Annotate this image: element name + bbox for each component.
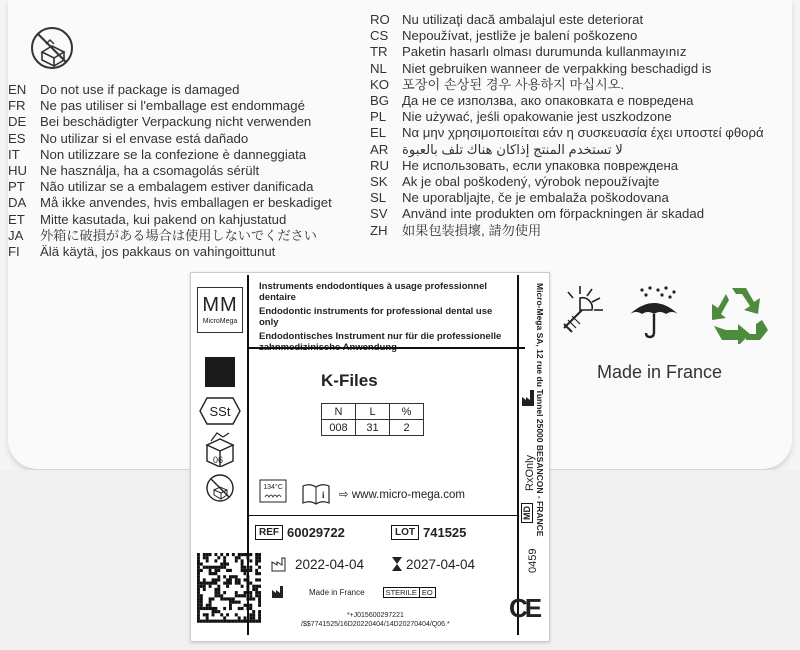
warning-text: Använd inte produkten om förpackningen är skadad: [402, 206, 705, 222]
autoclave-icon: [259, 479, 287, 503]
recycle-icon: [704, 284, 774, 344]
language-code: PT: [8, 179, 25, 195]
svg-text:i: i: [322, 490, 325, 500]
package-quantity-icon: [203, 431, 237, 467]
warning-text: Älä käytä, jos pakkaus on vahingoittunut: [40, 244, 276, 260]
spec-header: %: [390, 404, 424, 420]
keep-dry-icon: [626, 284, 682, 340]
warning-row: [370, 109, 790, 125]
language-code: PL: [370, 109, 387, 125]
language-code: RO: [370, 12, 390, 27]
warning-row: [8, 195, 358, 211]
barcode-line-1: *+J015600297221: [346, 612, 404, 619]
logo-brand: MicroMega: [202, 318, 238, 325]
warning-row: [8, 98, 358, 114]
notified-body-number: 0459: [527, 548, 539, 573]
sterile-tag: STERILE: [384, 588, 420, 597]
warning-text: Ne használja, ha a csomagolás sérült: [40, 163, 260, 179]
hourglass-icon: [391, 556, 403, 572]
language-code: DA: [8, 195, 27, 211]
ref-value: 60029722: [287, 525, 345, 540]
rx-only-text: RxOnly: [524, 454, 536, 491]
warning-text: Mitte kasutada, kui pakend on kahjustatud: [40, 211, 287, 227]
warning-text: Do not use if package is damaged: [40, 82, 240, 97]
instructions-for-use-icon: [301, 483, 331, 505]
warning-row: [370, 44, 790, 60]
description-de: Endodontisches Instrument nur für die professionelle: [259, 331, 502, 342]
reference-number: [255, 525, 345, 540]
warning-row: [370, 206, 790, 222]
warning-list-right: [370, 12, 790, 239]
warning-text: 포장이 손상된 경우 사용하지 마십시오.: [402, 76, 625, 92]
website-url-text: www.micro-mega.com: [351, 489, 465, 501]
warning-row: [8, 147, 358, 163]
warning-row: [370, 12, 790, 28]
manufacturer-address: Micro-Mega SA, 12 rue du Tunnel 25000 BESANCON - FRANCE: [535, 283, 545, 537]
warning-row: [370, 93, 790, 109]
ref-tag: REF: [255, 525, 283, 540]
warning-text: لا تستخدم المنتج إذاكان هناك تلف بالعبوة: [402, 141, 623, 157]
warning-text: Nu utilizaţi dacă ambalajul este deteriorat: [402, 12, 644, 27]
language-code: JA: [8, 227, 24, 243]
lot-tag: LOT: [391, 525, 419, 540]
made-in-france-text: Made in France: [597, 362, 723, 382]
spec-value: 2: [390, 420, 424, 436]
spec-header: L: [356, 404, 390, 420]
warning-text: No utilizar si el envase está dañado: [40, 130, 249, 146]
warning-text: Non utilizzare se la confezione è danneggiata: [40, 146, 307, 162]
warning-text: Må ikke anvendes, hvis emballagen er beskadiget: [40, 195, 332, 211]
language-code: ES: [8, 130, 26, 146]
spec-header: N: [322, 404, 356, 420]
language-code: KO: [370, 76, 390, 92]
warning-row: [8, 212, 358, 228]
language-code: FR: [8, 98, 26, 114]
barcode-line-2: /$$7741525/16D20220404/14D20270404/Q06.*: [301, 621, 450, 628]
language-code: SL: [370, 190, 387, 206]
language-code: ET: [8, 211, 25, 227]
do-not-use-if-damaged-icon: [26, 22, 78, 70]
label-footer-row: [271, 585, 436, 599]
sterile-method: EO: [421, 587, 433, 597]
language-code: DE: [8, 114, 27, 130]
language-code: EL: [370, 125, 387, 141]
label-divider: [247, 515, 519, 516]
exp-date-value: 2027-04-04: [406, 556, 476, 572]
language-code: TR: [370, 44, 388, 60]
autoclave-temp: 134°C: [263, 484, 283, 491]
language-code: IT: [8, 146, 20, 162]
language-code: RU: [370, 157, 390, 173]
warning-text: Bei beschädigter Verpackung nicht verwenden: [40, 114, 312, 130]
product-label: [190, 272, 550, 642]
do-not-use-if-damaged-small-icon: [205, 473, 235, 503]
factory-icon: [271, 556, 291, 572]
description-fr: Instruments endodontiques à usage professionnel dentaire: [259, 281, 488, 303]
description-en: Endodontic instruments for professional dental use only: [259, 306, 493, 328]
warning-row: [8, 244, 358, 260]
language-code: AR: [370, 141, 389, 157]
lot-number: [391, 525, 466, 540]
warning-row: [8, 82, 358, 98]
warning-row: [8, 228, 358, 244]
warning-row: [370, 142, 790, 158]
language-code: SV: [370, 206, 388, 222]
spec-value: 008: [322, 420, 356, 436]
website-url: ⇨ www.micro-mega.com: [339, 489, 465, 501]
language-code: SK: [370, 174, 388, 190]
warning-text: Να μην χρησιμοποιείται εάν η συσκευασία έχει υποστεί φθορά: [402, 125, 764, 141]
warning-text: Да не се използва, ако опаковката е повредена: [402, 93, 694, 109]
warning-row: [370, 223, 790, 239]
warning-text: 如果包装損壞, 請勿使用: [402, 222, 542, 238]
warning-row: [370, 190, 790, 206]
label-divider: [517, 275, 519, 635]
barcode-text: [301, 611, 450, 629]
datamatrix-code: [197, 553, 261, 623]
product-description: [259, 281, 509, 356]
warning-row: [8, 179, 358, 195]
warning-row: [370, 174, 790, 190]
warning-row: [370, 77, 790, 93]
warning-row: [370, 28, 790, 44]
made-in-small: Made in France: [309, 587, 365, 597]
warning-text: Ne uporabljajte, če je embalaža poškodovana: [402, 190, 669, 206]
spec-value: 31: [356, 420, 390, 436]
warning-text: 外箱に破損がある場合は使用しないでください: [40, 227, 317, 243]
lot-value: 741525: [423, 525, 467, 540]
medical-device-tag: MD: [521, 503, 533, 523]
size-spec-table: [321, 403, 424, 436]
warning-row: [8, 131, 358, 147]
warning-text: Não utilizar se a embalagem estiver danificada: [40, 179, 314, 195]
manufacturer-symbol: [521, 389, 535, 412]
keep-away-from-sunlight-icon: [558, 284, 606, 334]
stainless-steel-icon: [199, 397, 241, 425]
language-code: CS: [370, 28, 389, 44]
language-code: EN: [8, 82, 27, 97]
warning-text: Niet gebruiken wanneer de verpakking beschadigd is: [402, 60, 712, 76]
language-code: NL: [370, 60, 387, 76]
warning-row: [8, 114, 358, 130]
sst-text: SSt: [209, 404, 231, 419]
language-code: ZH: [370, 222, 388, 238]
mfg-date-value: 2022-04-04: [295, 556, 365, 572]
language-code: HU: [8, 163, 28, 179]
warning-row: [370, 158, 790, 174]
warning-text: Nepoužívat, jestliže je balení poškozeno: [402, 28, 638, 44]
box-count: 06: [213, 455, 224, 465]
warning-text: Paketin hasarlı olması durumunda kullanmayınız: [402, 44, 687, 60]
language-code: FI: [8, 244, 20, 260]
product-name: K-Files: [321, 371, 378, 390]
black-square-symbol: [205, 357, 235, 387]
warning-row: [370, 125, 790, 141]
manufacture-date: [271, 556, 364, 572]
warning-text: Nie używać, jeśli opakowanie jest uszkodzone: [402, 109, 672, 125]
logo-initials: MM: [202, 294, 238, 316]
warning-text: Ak je obal poškodený, výrobok nepoužívajte: [402, 174, 660, 190]
micromega-logo: [197, 287, 243, 333]
warning-list-left: [8, 82, 358, 260]
warning-row: [370, 61, 790, 77]
expiry-date: [391, 556, 475, 572]
label-divider: [247, 347, 525, 349]
warning-row: [8, 163, 358, 179]
warning-text: Ne pas utiliser si l'emballage est endommagé: [40, 98, 305, 114]
ce-mark: CE: [509, 593, 540, 623]
warning-text: Не использовать, если упаковка повреждена: [402, 157, 679, 173]
manufacturer-icon: [271, 585, 289, 599]
language-code: BG: [370, 93, 390, 109]
